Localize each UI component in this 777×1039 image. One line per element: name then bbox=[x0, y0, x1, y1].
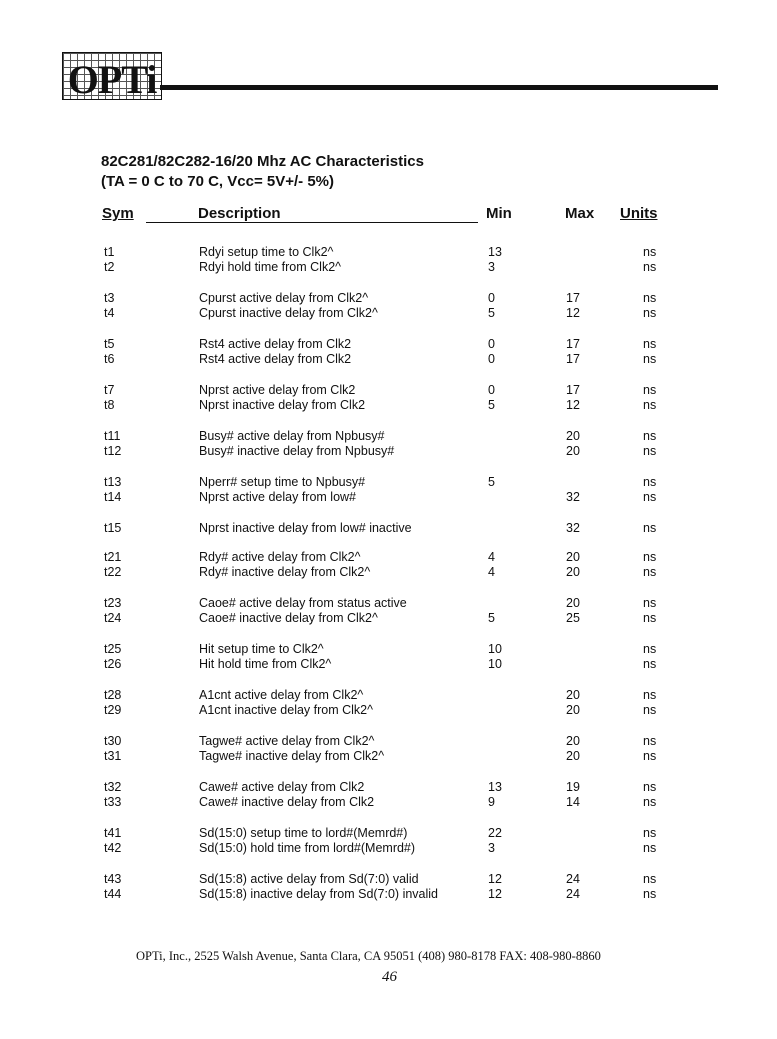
cell-units: ns bbox=[643, 795, 657, 809]
footer-address: OPTi, Inc., 2525 Walsh Avenue, Santa Clara, CA 95051 (408) 980-8178 FAX: 408-980-8860 bbox=[136, 949, 601, 963]
cell-units: ns bbox=[643, 887, 657, 901]
cell-min: 4 bbox=[488, 550, 495, 564]
table-row bbox=[0, 748, 777, 764]
cell-max: 20 bbox=[566, 703, 580, 717]
cell-max: 20 bbox=[566, 429, 580, 443]
cell-description: Cpurst active delay from Clk2^ bbox=[199, 291, 369, 305]
cell-min: 12 bbox=[488, 887, 502, 901]
table-row bbox=[0, 428, 777, 444]
cell-description: Tagwe# active delay from Clk2^ bbox=[199, 734, 375, 748]
cell-sym: t13 bbox=[104, 475, 122, 489]
cell-min: 5 bbox=[488, 306, 495, 320]
cell-max: 32 bbox=[566, 521, 580, 535]
table-row bbox=[0, 886, 777, 902]
cell-description: A1cnt active delay from Clk2^ bbox=[199, 688, 364, 702]
table-row bbox=[0, 871, 777, 887]
cell-min: 10 bbox=[488, 642, 502, 656]
cell-max: 12 bbox=[566, 398, 580, 412]
cell-units: ns bbox=[643, 429, 657, 443]
cell-units: ns bbox=[643, 550, 657, 564]
cell-sym: t7 bbox=[104, 383, 115, 397]
cell-units: ns bbox=[643, 780, 657, 794]
cell-description: Nprst active delay from low# bbox=[199, 490, 357, 504]
cell-sym: t3 bbox=[104, 291, 115, 305]
table-row bbox=[0, 382, 777, 398]
cell-sym: t44 bbox=[104, 887, 122, 901]
table-row bbox=[0, 549, 777, 565]
table-row bbox=[0, 656, 777, 672]
cell-min: 13 bbox=[488, 245, 502, 259]
cell-min: 10 bbox=[488, 657, 502, 671]
cell-units: ns bbox=[643, 642, 657, 656]
cell-units: ns bbox=[643, 337, 657, 351]
cell-units: ns bbox=[643, 657, 657, 671]
table-row bbox=[0, 397, 777, 413]
cell-units: ns bbox=[643, 734, 657, 748]
cell-max: 20 bbox=[566, 565, 580, 579]
cell-description: Nprst inactive delay from low# inactive bbox=[199, 521, 412, 535]
cell-description: Sd(15:0) hold time from lord#(Memrd#) bbox=[199, 841, 416, 855]
table-row bbox=[0, 641, 777, 657]
cell-min: 3 bbox=[488, 841, 495, 855]
cell-description: Hit setup time to Clk2^ bbox=[199, 642, 324, 656]
page-title: 82C281/82C282-16/20 Mhz AC Characteristics bbox=[101, 153, 424, 170]
cell-units: ns bbox=[643, 352, 657, 366]
cell-units: ns bbox=[643, 383, 657, 397]
cell-units: ns bbox=[643, 841, 657, 855]
cell-max: 17 bbox=[566, 291, 580, 305]
cell-sym: t8 bbox=[104, 398, 115, 412]
cell-max: 24 bbox=[566, 872, 580, 886]
cell-units: ns bbox=[643, 398, 657, 412]
cell-sym: t4 bbox=[104, 306, 115, 320]
cell-description: Caoe# inactive delay from Clk2^ bbox=[199, 611, 378, 625]
cell-min: 12 bbox=[488, 872, 502, 886]
cell-sym: t24 bbox=[104, 611, 122, 625]
cell-sym: t5 bbox=[104, 337, 115, 351]
cell-units: ns bbox=[643, 475, 657, 489]
table-row bbox=[0, 443, 777, 459]
logo-text: OPTi bbox=[67, 57, 157, 102]
column-header-units: Units bbox=[620, 205, 658, 222]
cell-sym: t26 bbox=[104, 657, 122, 671]
cell-description: Tagwe# inactive delay from Clk2^ bbox=[199, 749, 385, 763]
cell-min: 22 bbox=[488, 826, 502, 840]
page-number: 46 bbox=[382, 969, 397, 985]
cell-description: Caoe# active delay from status active bbox=[199, 596, 407, 610]
opti-logo bbox=[62, 52, 162, 100]
cell-units: ns bbox=[643, 245, 657, 259]
cell-max: 14 bbox=[566, 795, 580, 809]
cell-description: Cawe# active delay from Clk2 bbox=[199, 780, 365, 794]
cell-sym: t12 bbox=[104, 444, 122, 458]
cell-description: Sd(15:8) inactive delay from Sd(7:0) invalid bbox=[199, 887, 439, 901]
cell-units: ns bbox=[643, 596, 657, 610]
cell-min: 9 bbox=[488, 795, 495, 809]
table-row bbox=[0, 733, 777, 749]
table-row bbox=[0, 244, 777, 260]
cell-units: ns bbox=[643, 611, 657, 625]
cell-sym: t31 bbox=[104, 749, 122, 763]
cell-description: Rst4 active delay from Clk2 bbox=[199, 337, 352, 351]
cell-sym: t43 bbox=[104, 872, 122, 886]
cell-description: Busy# active delay from Npbusy# bbox=[199, 429, 385, 443]
cell-units: ns bbox=[643, 260, 657, 274]
cell-sym: t11 bbox=[104, 429, 121, 443]
cell-sym: t23 bbox=[104, 596, 122, 610]
cell-description: Sd(15:0) setup time to lord#(Memrd#) bbox=[199, 826, 408, 840]
cell-units: ns bbox=[643, 444, 657, 458]
cell-sym: t33 bbox=[104, 795, 122, 809]
cell-description: Cpurst inactive delay from Clk2^ bbox=[199, 306, 378, 320]
cell-description: Busy# inactive delay from Npbusy# bbox=[199, 444, 395, 458]
cell-sym: t30 bbox=[104, 734, 122, 748]
cell-max: 32 bbox=[566, 490, 580, 504]
cell-sym: t21 bbox=[104, 550, 122, 564]
cell-sym: t32 bbox=[104, 780, 122, 794]
cell-description: A1cnt inactive delay from Clk2^ bbox=[199, 703, 373, 717]
cell-sym: t28 bbox=[104, 688, 122, 702]
column-header-max: Max bbox=[565, 205, 595, 222]
cell-max: 20 bbox=[566, 734, 580, 748]
cell-units: ns bbox=[643, 306, 657, 320]
cell-min: 0 bbox=[488, 337, 495, 351]
cell-sym: t41 bbox=[104, 826, 122, 840]
cell-units: ns bbox=[643, 490, 657, 504]
cell-sym: t22 bbox=[104, 565, 122, 579]
cell-description: Sd(15:8) active delay from Sd(7:0) valid bbox=[199, 872, 419, 886]
column-header-sym: Sym bbox=[102, 205, 134, 222]
header-underline bbox=[146, 222, 478, 223]
cell-max: 19 bbox=[566, 780, 580, 794]
cell-sym: t29 bbox=[104, 703, 122, 717]
cell-min: 13 bbox=[488, 780, 502, 794]
cell-max: 17 bbox=[566, 352, 580, 366]
page-subtitle: (TA = 0 C to 70 C, Vcc= 5V+/- 5%) bbox=[101, 173, 334, 190]
table-row bbox=[0, 825, 777, 841]
cell-units: ns bbox=[643, 703, 657, 717]
cell-min: 5 bbox=[488, 398, 495, 412]
table-row bbox=[0, 794, 777, 810]
cell-units: ns bbox=[643, 565, 657, 579]
cell-min: 5 bbox=[488, 475, 495, 489]
table-row bbox=[0, 564, 777, 580]
table-row bbox=[0, 259, 777, 275]
cell-sym: t25 bbox=[104, 642, 122, 656]
table-row bbox=[0, 520, 777, 536]
cell-min: 4 bbox=[488, 565, 495, 579]
cell-description: Rdyi hold time from Clk2^ bbox=[199, 260, 342, 274]
cell-description: Rdy# active delay from Clk2^ bbox=[199, 550, 361, 564]
cell-max: 20 bbox=[566, 688, 580, 702]
cell-units: ns bbox=[643, 826, 657, 840]
cell-description: Hit hold time from Clk2^ bbox=[199, 657, 332, 671]
cell-description: Rst4 active delay from Clk2 bbox=[199, 352, 352, 366]
cell-min: 0 bbox=[488, 291, 495, 305]
cell-sym: t2 bbox=[104, 260, 115, 274]
cell-units: ns bbox=[643, 688, 657, 702]
cell-max: 17 bbox=[566, 337, 580, 351]
cell-description: Rdyi setup time to Clk2^ bbox=[199, 245, 334, 259]
header-rule bbox=[160, 85, 718, 90]
cell-min: 3 bbox=[488, 260, 495, 274]
cell-description: Nperr# setup time to Npbusy# bbox=[199, 475, 366, 489]
table-row bbox=[0, 687, 777, 703]
cell-sym: t6 bbox=[104, 352, 115, 366]
cell-description: Nprst inactive delay from Clk2 bbox=[199, 398, 366, 412]
cell-description: Rdy# inactive delay from Clk2^ bbox=[199, 565, 371, 579]
table-row bbox=[0, 305, 777, 321]
cell-sym: t1 bbox=[104, 245, 115, 259]
table-row bbox=[0, 290, 777, 306]
cell-max: 17 bbox=[566, 383, 580, 397]
table-row bbox=[0, 336, 777, 352]
table-row bbox=[0, 595, 777, 611]
cell-units: ns bbox=[643, 749, 657, 763]
table-row bbox=[0, 610, 777, 626]
cell-max: 20 bbox=[566, 444, 580, 458]
cell-max: 20 bbox=[566, 596, 580, 610]
cell-description: Cawe# inactive delay from Clk2 bbox=[199, 795, 375, 809]
cell-units: ns bbox=[643, 291, 657, 305]
cell-max: 20 bbox=[566, 749, 580, 763]
cell-max: 20 bbox=[566, 550, 580, 564]
column-header-min: Min bbox=[486, 205, 512, 222]
cell-units: ns bbox=[643, 872, 657, 886]
cell-min: 5 bbox=[488, 611, 495, 625]
table-row bbox=[0, 779, 777, 795]
column-header-description: Description bbox=[198, 205, 281, 222]
table-row bbox=[0, 351, 777, 367]
cell-sym: t15 bbox=[104, 521, 122, 535]
cell-units: ns bbox=[643, 521, 657, 535]
cell-max: 24 bbox=[566, 887, 580, 901]
cell-description: Nprst active delay from Clk2 bbox=[199, 383, 356, 397]
cell-sym: t42 bbox=[104, 841, 122, 855]
table-row bbox=[0, 474, 777, 490]
cell-max: 12 bbox=[566, 306, 580, 320]
table-row bbox=[0, 489, 777, 505]
table-row bbox=[0, 840, 777, 856]
cell-min: 0 bbox=[488, 383, 495, 397]
cell-min: 0 bbox=[488, 352, 495, 366]
table-row bbox=[0, 702, 777, 718]
cell-sym: t14 bbox=[104, 490, 122, 504]
cell-max: 25 bbox=[566, 611, 580, 625]
